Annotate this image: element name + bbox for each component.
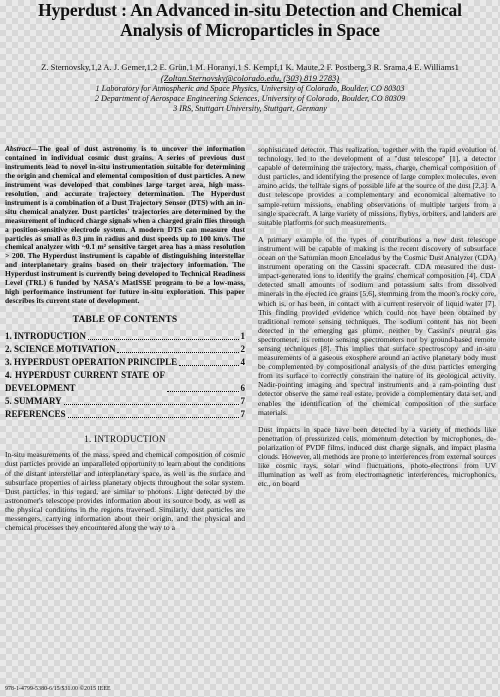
toc-entry-label: 2. SCIENCE MOTIVATION (5, 344, 116, 355)
contact-email[interactable]: (Zoltan.Sternovsky@colorado.edu, (303) 819 2783) (160, 73, 340, 83)
affiliation-3: 3 IRS, Stuttgart University, Stuttgart, Germany (173, 104, 327, 113)
toc-entry-label: 5. SUMMARY (5, 396, 62, 407)
toc-heading: TABLE OF CONTENTS (72, 315, 178, 326)
affiliation-1: 1 Laboratory for Atmospheric and Space Physics, University of Colorado, Boulder, CO 80303 (95, 84, 405, 93)
body-paragraph-2: A primary example of the types of contributions a new dust telescope instrument will be capable of making is the recent discovery of subsurface ocean on the Saturnian moon Enceladus by the Cosmic Dust Analyzer (CDA) instrument operating on the Cassini spacecraft. CDA measured the dust-impact-generated ions to identify the grains' chemical composition [4]. CDA detected small amounts of sodium and potassium salts from dissolved minerals in the ejected ice grains [5,6], stemming from the moon's rocky core, which is, or has been, in contact with a current reservoir of liquid water [7]. This finding provided evidence which could not have been obtained by traditional remote sensing techniques. The sodium content has not been detected in the emerging gas plume, neither by Cassini's neutral gas spectrometer, its remote sensing spectrometers nor by ground-based remote sensing techniques [8]. This implies that surface spectroscopy and in-situ measurements of a gaseous exosphere around an active planetary body must be complemented by compositional analysis of the dust particles emerging from its surface to correctly constrain the nature of its geological activity. Nadir-pointing imaging and spectral instruments and a ram-pointing dust detector observe the same real estate, provide a complementary data set, and enables the identification of the chemical composition of the surface materials. (258, 234, 496, 417)
toc-entry[interactable] (5, 395, 245, 408)
table-of-contents (5, 330, 245, 421)
section-heading-introduction: 1. INTRODUCTION (84, 434, 166, 445)
toc-leader-dots (88, 339, 238, 340)
body-paragraph-3: Dust impacts in space have been detected by a variety of methods like penetration of pressurized cells, momentum detection by microphones, de-polarization of PVDF films, induced dust charge signals, and impact plasma clouds. However, all methods are prone to interferences from external sources like cosmic rays, solar wind fluctuations, photo-electrons from UV illumination as well as from electromagnetic interferences, microphonics, etc., on board (258, 424, 496, 489)
toc-entry-page: 6 (240, 383, 245, 394)
toc-entry[interactable] (5, 356, 245, 369)
toc-entry[interactable] (5, 408, 245, 421)
affiliation-2: 2 Department of Aerospace Engineering Sciences, University of Colorado, Boulder, CO 80309 (94, 94, 406, 103)
toc-entry-label: 1. INTRODUCTION (5, 331, 87, 342)
toc-entry-label: 4. HYPERDUST CURRENT STATE OF DEVELOPMENT (5, 370, 165, 394)
toc-entry-page: 2 (240, 344, 245, 355)
toc-entry-page: 7 (240, 409, 245, 420)
toc-entry-page: 7 (240, 396, 245, 407)
abstract-text: —The goal of dust astronomy is to uncover the information contained in individual cosmic dust grains. A series of previous dust instruments lead to novel in-situ instrumentation suitable for determining the origin and chemical and elemental composition of dust particles. A new instrument was developed that combines large target area, high mass-resolution, and accurate trajectory determination. The Hyperdust instrument is a combination of a Dust Trajectory Sensor (DTS) with an in-situ chemical analyzer. Dust particles' trajectories are determined by the measurement of induced charge signals when a charged grain flies through a position-sensitive electrode system. A modern DTS can measure dust particles as small as 0.3 µm in radius and dust speeds up to 100 km/s. The chemical analyzer with ~0.1 m² sensitive target area has a mass resolution > 200. The Hyperdust instrument is capable of distinguishing interstellar and interplanetary grains based on their trajectory information. The Hyperdust instrument is currently being developed to Technical Readiness Level (TRL) 6 funded by NASA's MatISSE program to be a low-mass, high performance instrument for future in-situ exploration. This paper describes its current state of development. (5, 144, 245, 306)
toc-entry[interactable] (5, 369, 245, 395)
abstract-lead: Abstract (5, 144, 31, 153)
abstract (5, 145, 245, 306)
toc-leader-dots (167, 391, 239, 392)
right-column (258, 145, 496, 496)
toc-entry-page: 1 (240, 331, 245, 342)
toc-entry-label: 3. HYPERDUST OPERATION PRINCIPLE (5, 357, 178, 368)
toc-leader-dots (68, 417, 239, 418)
author-list: Z. Sternovsky,1,2 A. J. Gemer,1,2 E. Grün,1 M. Horanyi,1 S. Kempf,1 K. Maute,2 F. Postberg,3 R. Srama,4 E. Williams1 (41, 62, 459, 72)
paper-title-line-2: Analysis of Microparticles in Space (120, 20, 380, 40)
author-block (12, 62, 488, 114)
toc-leader-dots (179, 365, 238, 366)
toc-entry-label: REFERENCES (5, 409, 66, 420)
paper-title (8, 0, 492, 40)
toc-leader-dots (64, 404, 239, 405)
copyright-footer: 978-1-4799-5380-6/15/$31.00 ©2015 IEEE (5, 686, 111, 692)
paper-title-line-1: Hyperdust : An Advanced in-situ Detection and Chemical (38, 0, 462, 20)
toc-entry[interactable] (5, 343, 245, 356)
left-column (5, 145, 245, 538)
toc-entry[interactable] (5, 330, 245, 343)
toc-leader-dots (117, 352, 238, 353)
introduction-paragraph: In-situ measurements of the mass, speed and chemical composition of cosmic dust particles provide an unparalleled opportunity to learn about the conditions of the distant interstellar and interplanetary space, as well as the surface and subsurface properties of airless planetary objects throughout the solar system. Dust particles, in this regard, are similar to photons. Light detected by the astronomer's telescope provides information about its source body, as well as the physical conditions in the regions traversed. Similarly, dust particles are messengers, carrying information about their origin, and the physical and chemical processes they encountered along the way to a (5, 450, 245, 533)
body-paragraph-1: sophisticated detector. This realization, together with the rapid evolution of technology, led to the development of a "dust telescope" [1], a detector capable of determining the trajectory, mass, charge, chemical composition of dust particles, and identifying the presence of large complex molecules, even amino acids, the telltale signs of possible life at the source of the dust [2,3]. A dust telescope provides a complementary and economical alternative to sample-return missions, enabling observations of multiple targets from a single spacecraft. A large variety of missions, flybys, orbiters, and landers are suitable platforms for such measurements. (258, 145, 496, 227)
toc-entry-page: 4 (240, 357, 245, 368)
